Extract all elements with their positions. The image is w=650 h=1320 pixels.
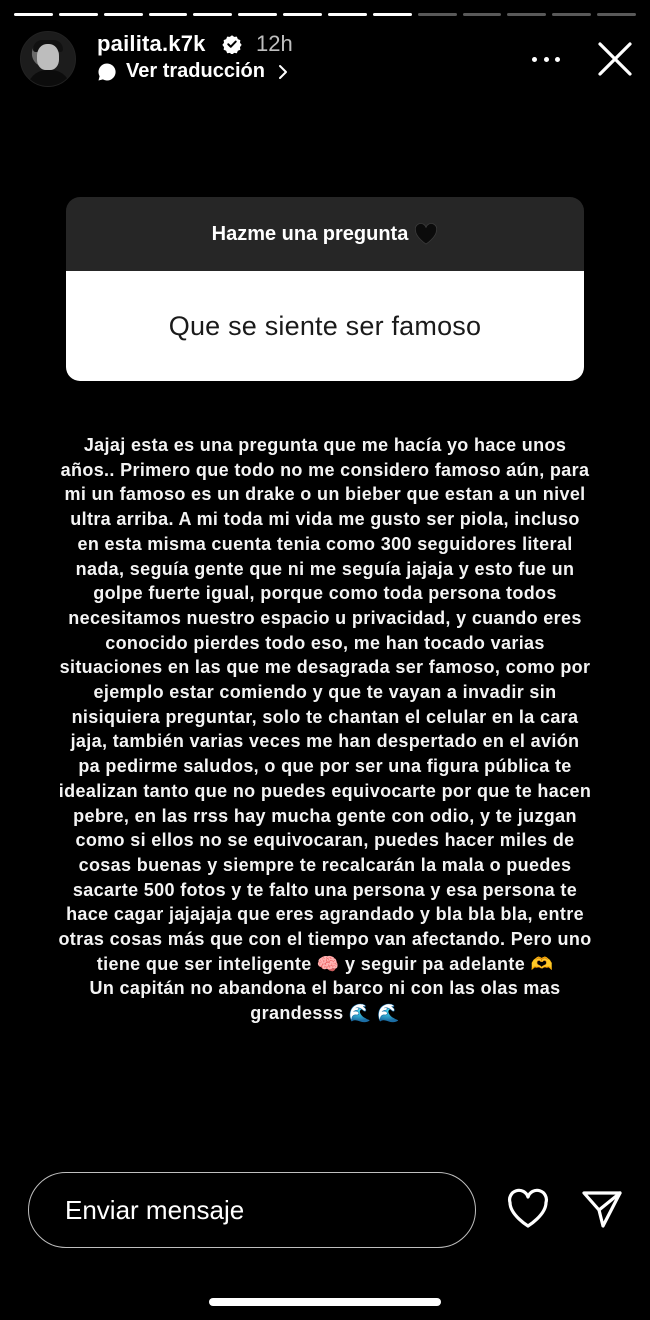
progress-segment bbox=[552, 13, 591, 16]
story-text-line: grandesss 🌊 🌊 bbox=[250, 1003, 400, 1024]
story-progress-bar bbox=[14, 13, 636, 17]
story-text-line: ultra arriba. A mi toda mi vida me gusto ser piola, incluso bbox=[70, 509, 580, 530]
story-text-line: tiene que ser inteligente 🧠 y seguir pa adelante 🫶 bbox=[96, 953, 554, 974]
story-text-line: cosas buenas y siempre te recalcarán la mala o puedes bbox=[78, 854, 572, 875]
more-dots-icon[interactable] bbox=[526, 46, 566, 72]
message-placeholder: Enviar mensaje bbox=[65, 1194, 245, 1225]
message-input[interactable] bbox=[28, 1172, 476, 1248]
story-text-line: años.. Primero que todo no me considero famoso aún, para bbox=[60, 459, 590, 480]
verified-badge-icon bbox=[222, 34, 242, 54]
story-text-line: sacarte 500 fotos y te falto una persona y esa persona te bbox=[72, 879, 578, 900]
story-text-line: golpe fuerte igual, porque como toda persona todos bbox=[93, 583, 557, 604]
home-indicator bbox=[209, 1298, 441, 1306]
progress-segment bbox=[597, 13, 636, 16]
progress-segment bbox=[14, 13, 53, 16]
translate-link[interactable] bbox=[97, 60, 289, 83]
progress-segment bbox=[373, 13, 412, 16]
story-text bbox=[30, 433, 620, 1026]
progress-segment bbox=[507, 13, 546, 16]
story-text-line: nada, seguía gente que ni me seguía jajaja y esto fue un bbox=[75, 558, 575, 579]
story-text-line: necesitamos nuestro espacio u privacidad, y cuando eres bbox=[68, 607, 582, 628]
speech-bubble-icon bbox=[97, 62, 117, 82]
avatar[interactable] bbox=[20, 31, 76, 87]
story-text-line: en esta misma cuenta tenia como 300 seguidores literal bbox=[77, 533, 573, 554]
progress-segment bbox=[328, 13, 367, 16]
progress-segment bbox=[104, 13, 143, 16]
post-time: 12h bbox=[256, 31, 293, 56]
progress-segment bbox=[59, 13, 98, 16]
story-text-line: situaciones en las que me desagrada ser famoso, como por bbox=[59, 657, 591, 678]
username[interactable]: pailita.k7k bbox=[97, 31, 206, 56]
progress-segment bbox=[238, 13, 277, 16]
story-text-line: conocido pierdes todo eso, me han tocado varias bbox=[105, 632, 545, 653]
story-text-line: mi un famoso es un drake o un bieber que estan a un nivel bbox=[64, 484, 586, 505]
story-text-line: jaja, también varias veces me han despertado en el avión bbox=[70, 731, 580, 752]
story-text-line: Jajaj esta es una pregunta que me hacía yo hace unos bbox=[83, 435, 567, 455]
story-text-line: pa pedirme saludos, o que por ser una figura pública te bbox=[78, 756, 572, 777]
translate-label: Ver traducción bbox=[126, 60, 265, 82]
send-icon[interactable] bbox=[580, 1188, 624, 1230]
progress-segment bbox=[418, 13, 457, 16]
story-text-line: Un capitán no abandona el barco ni con las olas mas bbox=[89, 978, 561, 999]
story-text-line: ejemplo estar comiendo y que te vayan a invadir sin bbox=[93, 682, 557, 703]
sticker-question: Que se siente ser famoso bbox=[66, 271, 584, 381]
progress-segment bbox=[283, 13, 322, 16]
progress-segment bbox=[463, 13, 502, 16]
question-sticker bbox=[66, 197, 584, 381]
story-text-line: otras cosas más que con el tiempo van afectando. Pero uno bbox=[58, 929, 592, 950]
story-text-line: pebre, en las rrss hay mucha gente con odio, y te juzgan bbox=[73, 805, 577, 826]
chevron-right-icon bbox=[277, 64, 289, 80]
progress-segment bbox=[149, 13, 188, 16]
story-text-line: nisiquiera preguntar, solo te chantan el celular en la cara bbox=[71, 706, 579, 727]
story-text-line: idealizan tanto que no puedes equivocarte por que te hacen bbox=[58, 780, 592, 801]
black-heart-icon bbox=[414, 223, 438, 245]
story-text-line: hace cagar jajajaja que eres agrandado y bla bla bla, entre bbox=[66, 904, 584, 925]
story-text-line: como si ellos no se equivocaran, puedes hacer miles de bbox=[75, 830, 575, 851]
sticker-header bbox=[66, 197, 584, 271]
close-icon[interactable] bbox=[596, 40, 634, 78]
progress-segment bbox=[193, 13, 232, 16]
heart-outline-icon[interactable] bbox=[506, 1188, 550, 1230]
sticker-prompt: Hazme una pregunta bbox=[211, 222, 409, 245]
